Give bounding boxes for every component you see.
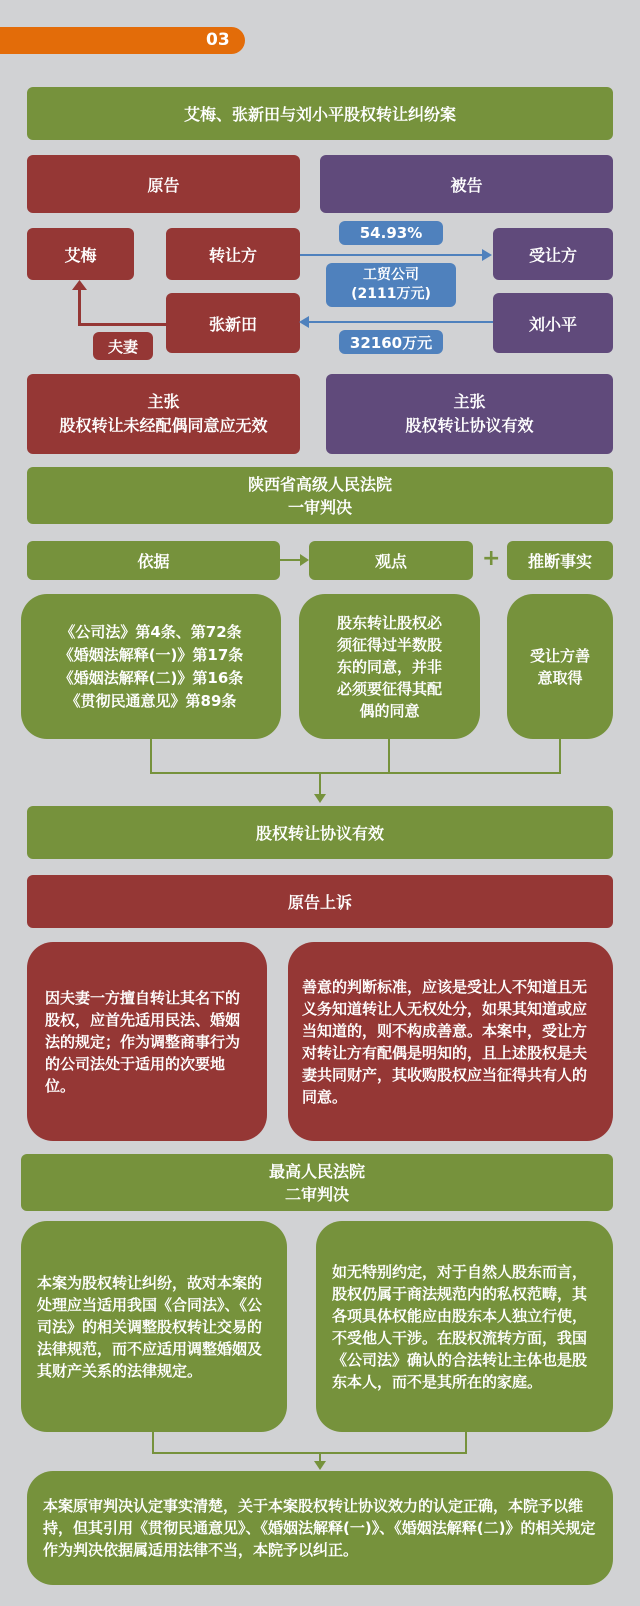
view-content xyxy=(299,594,480,739)
company-capital: (2111万元) xyxy=(351,286,431,302)
connector-second-right xyxy=(465,1432,467,1454)
view-label: 观点 xyxy=(309,541,473,580)
final-judgment-text: 本案原审判决认定事实清楚，关于本案股权转让协议效力的认定正确，本院予以维持，但其引用《贯彻民通意见》、《婚姻法解释(一)》、《婚姻法解释(二)》的相关规定作为判决依据属适用法律不当，本院予以纠正。 xyxy=(27,1471,613,1585)
arrowhead-up-icon xyxy=(72,280,87,290)
defendant-header: 被告 xyxy=(320,155,613,213)
view-line-3: 东的同意，并非 xyxy=(336,657,442,676)
basis-label: 依据 xyxy=(27,541,280,580)
view-line-4: 必须要征得其配 xyxy=(336,679,442,698)
appeal-right-text: 善意的判断标准，应该是受让人不知道且无义务知道转让人无权处分，如果其知道或应当知道的，则不构成善意。本案中，受让方对转让方有配偶是明知的，且上述股权是夫妻共同财产，其收购股权应当征得共有人的同意。 xyxy=(288,942,613,1141)
basis-view-arrow-line xyxy=(280,559,302,561)
plus-sign: + xyxy=(482,546,501,571)
connector-view xyxy=(388,739,390,774)
defendant-claim-title: 主张 xyxy=(453,392,486,411)
share-percentage-label: 54.93% xyxy=(339,221,443,245)
case-title: 艾梅、张新田与刘小平股权转让纠纷案 xyxy=(27,87,613,140)
appeal-label: 原告上诉 xyxy=(27,875,613,928)
plaintiff-claim-text: 股权转让未经配偶同意应无效 xyxy=(59,416,268,435)
plaintiff-claim-title: 主张 xyxy=(147,392,180,411)
plaintiff-claim xyxy=(27,374,300,454)
second-judgment-label: 二审判决 xyxy=(284,1184,349,1204)
party-zhang-xintian: 张新田 xyxy=(166,293,300,353)
party-transferee: 受让方 xyxy=(493,228,613,280)
view-line-5: 偶的同意 xyxy=(359,701,420,720)
second-court-name: 最高人民法院 xyxy=(268,1161,365,1181)
first-court-name: 陕西省高级人民法院 xyxy=(247,474,392,494)
defendant-claim-text: 股权转让协议有效 xyxy=(405,416,534,435)
arrowhead-down-icon xyxy=(314,794,326,803)
view-line-1: 股东转让股权必 xyxy=(336,613,442,632)
section-number-tab xyxy=(0,27,245,54)
defendant-claim xyxy=(326,374,613,454)
company-name: 工贸公司 xyxy=(363,267,419,283)
first-judgment-label: 一审判决 xyxy=(287,497,352,517)
couple-label: 夫妻 xyxy=(93,332,153,360)
couple-line-horizontal xyxy=(78,323,168,326)
arrowhead-right-icon xyxy=(482,249,492,261)
view-line-2: 须征得过半数股 xyxy=(336,635,442,654)
fact-label: 推断事实 xyxy=(507,541,613,580)
party-liu-xiaoping: 刘小平 xyxy=(493,293,613,353)
arrowhead-down-icon xyxy=(314,1461,326,1470)
connector-second-horizontal xyxy=(152,1452,467,1454)
arrowhead-left-icon xyxy=(299,316,309,328)
first-instance-court xyxy=(27,467,613,524)
connector-horizontal xyxy=(150,772,561,774)
first-instance-result: 股权转让协议有效 xyxy=(27,806,613,859)
basis-line-1: 《公司法》第4条、第72条 xyxy=(60,622,242,641)
party-transferor: 转让方 xyxy=(166,228,300,280)
fact-line-2: 意取得 xyxy=(537,668,583,687)
share-arrow-line xyxy=(300,254,483,256)
connector-down xyxy=(319,772,321,796)
couple-line-vertical xyxy=(78,287,81,325)
second-right-text: 如无特别约定，对于自然人股东而言，股权仍属于商法规范内的私权范畴，其各项具体权能应由股东本人独立行使，不受他人干涉。在股权流转方面，我国《公司法》确认的合法转让主体也是股东本人，而不是其所在的家庭。 xyxy=(316,1221,613,1432)
basis-line-4: 《贯彻民通意见》第89条 xyxy=(65,691,237,710)
price-arrow-line xyxy=(308,321,493,323)
connector-fact xyxy=(559,739,561,774)
price-label: 32160万元 xyxy=(339,330,443,354)
company-label xyxy=(326,263,456,307)
arrowhead-right-icon xyxy=(300,554,309,566)
second-left-text: 本案为股权转让纠纷，故对本案的处理应当适用我国《合同法》、《公司法》的相关调整股权转让交易的法律规范，而不应适用调整婚姻及其财产关系的法律规定。 xyxy=(21,1221,287,1432)
section-number: 03 xyxy=(206,30,230,50)
basis-line-3: 《婚姻法解释(二)》第16条 xyxy=(58,668,244,687)
appeal-left-text: 因夫妻一方擅自转让其名下的股权，应首先适用民法、婚姻法的规定；作为调整商事行为的公司法处于适用的次要地位。 xyxy=(27,942,267,1141)
connector-second-left xyxy=(152,1432,154,1454)
fact-content xyxy=(507,594,613,739)
second-instance-court xyxy=(21,1154,613,1211)
basis-line-2: 《婚姻法解释(一)》第17条 xyxy=(58,645,244,664)
connector-basis xyxy=(150,739,152,774)
party-aimei: 艾梅 xyxy=(27,228,134,280)
basis-content xyxy=(21,594,281,739)
plaintiff-header: 原告 xyxy=(27,155,300,213)
fact-line-1: 受让方善 xyxy=(529,646,590,665)
